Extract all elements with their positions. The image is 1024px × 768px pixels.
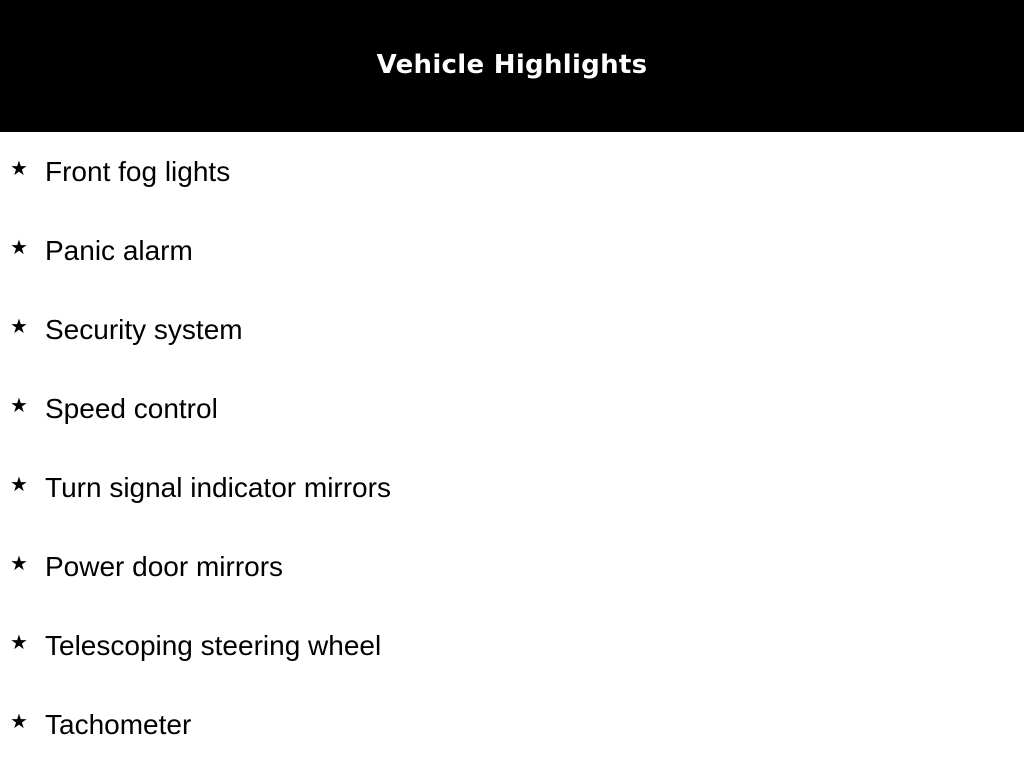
list-item	[0, 527, 1024, 606]
star-icon: ★	[10, 314, 28, 338]
star-icon: ★	[10, 235, 28, 259]
highlight-label: Power door mirrors	[45, 551, 284, 582]
list-item	[0, 448, 1024, 527]
highlight-label: Turn signal indicator mirrors	[45, 472, 391, 503]
list-item	[0, 132, 1024, 211]
header-bar	[0, 0, 1024, 132]
highlights-list	[0, 132, 1024, 764]
list-item	[0, 369, 1024, 448]
highlight-label: Speed control	[45, 393, 218, 424]
list-item	[0, 290, 1024, 369]
star-icon: ★	[10, 551, 28, 575]
page-title: Vehicle Highlights	[376, 50, 648, 80]
star-icon: ★	[10, 630, 28, 654]
highlight-label: Security system	[45, 314, 243, 345]
list-item	[0, 685, 1024, 764]
highlight-label: Front fog lights	[45, 156, 231, 187]
highlight-label: Panic alarm	[45, 235, 193, 266]
list-item	[0, 211, 1024, 290]
highlight-label: Tachometer	[45, 709, 192, 740]
list-item	[0, 606, 1024, 685]
highlight-label: Telescoping steering wheel	[45, 630, 382, 661]
star-icon: ★	[10, 393, 28, 417]
star-icon: ★	[10, 156, 28, 180]
star-icon: ★	[10, 709, 28, 733]
star-icon: ★	[10, 472, 28, 496]
